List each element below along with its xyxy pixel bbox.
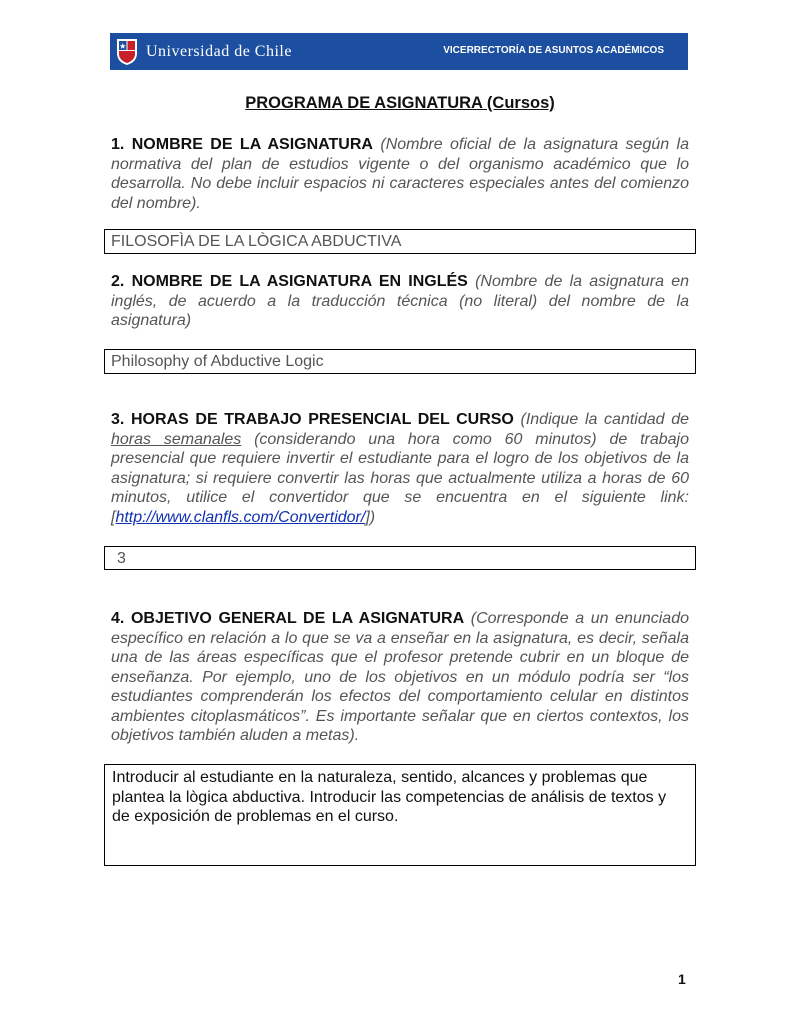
section-3-description-underlined: horas semanales bbox=[111, 430, 242, 448]
section-3-description-c: ]) bbox=[365, 508, 376, 526]
university-crest-icon bbox=[116, 37, 138, 66]
section-2-value-box bbox=[104, 349, 696, 374]
document-title: PROGRAMA DE ASIGNATURA (Cursos) bbox=[245, 94, 555, 112]
page-number: 1 bbox=[678, 971, 686, 987]
section-4-description: (Corresponde a un enunciado específico en relación a lo que se va a enseñar en la asignatura, es decir, señala una de las áreas específicas que el profesor pretende cubrir en un bloque de enseñanza. Por ejemplo, uno de los objetivos en un módulo podría ser “los estudiantes comprenderán los efectos del comportamiento celular en distintos ambientes citoplasmáticos”. Es importante señalar que en ciertos contextos, los objetivos también aluden a metas). bbox=[111, 610, 689, 744]
section-3-description-a: (Indique la cantidad de bbox=[520, 411, 689, 428]
course-name-english-value: Philosophy of Abductive Logic bbox=[111, 353, 324, 370]
section-2-text bbox=[111, 272, 689, 331]
section-4-text bbox=[111, 609, 689, 746]
header-banner bbox=[110, 33, 688, 70]
university-name: Universidad de Chile bbox=[146, 43, 292, 60]
section-3-text bbox=[111, 410, 689, 527]
converter-link[interactable]: http://www.clanfls.com/Convertidor/ bbox=[115, 508, 366, 526]
section-1-value-box bbox=[104, 229, 696, 254]
section-1-description: (Nombre oficial de la asignatura según la normativa del plan de estudios vigente o del organismo académico que lo desarrolla. No debe incluir espacios ni caracteres especiales antes del comienzo del nombre). bbox=[111, 136, 690, 212]
general-objective-value: Introducir al estudiante en la naturaleza, sentido, alcances y problemas que plantea la lògica abductiva. Introducir las competencias de análisis de textos y de exposición de problemas en el curso. bbox=[112, 769, 667, 825]
vicerrectoria-label: VICERRECTORÍA DE ASUNTOS ACADÉMICOS bbox=[443, 45, 664, 56]
section-3-description-b: (considerando una hora como 60 minutos) de trabajo presencial que requiere invertir el estudiante para el logro de los objetivos de la asignatura; si requiere convertir las horas que actualmente utiliza a horas de 60 minutos, utilice el convertidor que se encuentra en el siguiente link: [ bbox=[111, 430, 690, 526]
section-4-value-box bbox=[104, 764, 696, 866]
section-4-heading: 4. OBJETIVO GENERAL DE LA ASIGNATURA bbox=[111, 610, 465, 627]
section-1-heading: 1. NOMBRE DE LA ASIGNATURA bbox=[111, 136, 373, 153]
section-3-heading: 3. HORAS DE TRABAJO PRESENCIAL DEL CURSO bbox=[111, 411, 514, 428]
course-name-value: FILOSOFÌA DE LA LÒGICA ABDUCTIVA bbox=[111, 233, 402, 250]
section-3-value-box bbox=[104, 546, 696, 570]
section-1-text bbox=[111, 135, 689, 213]
weekly-hours-value: 3 bbox=[117, 550, 126, 567]
section-2-description: (Nombre de la asignatura en inglés, de acuerdo a la traducción técnica (no literal) del nombre de la asignatura) bbox=[111, 273, 689, 329]
section-2-heading: 2. NOMBRE DE LA ASIGNATURA EN INGLÉS bbox=[111, 273, 468, 290]
